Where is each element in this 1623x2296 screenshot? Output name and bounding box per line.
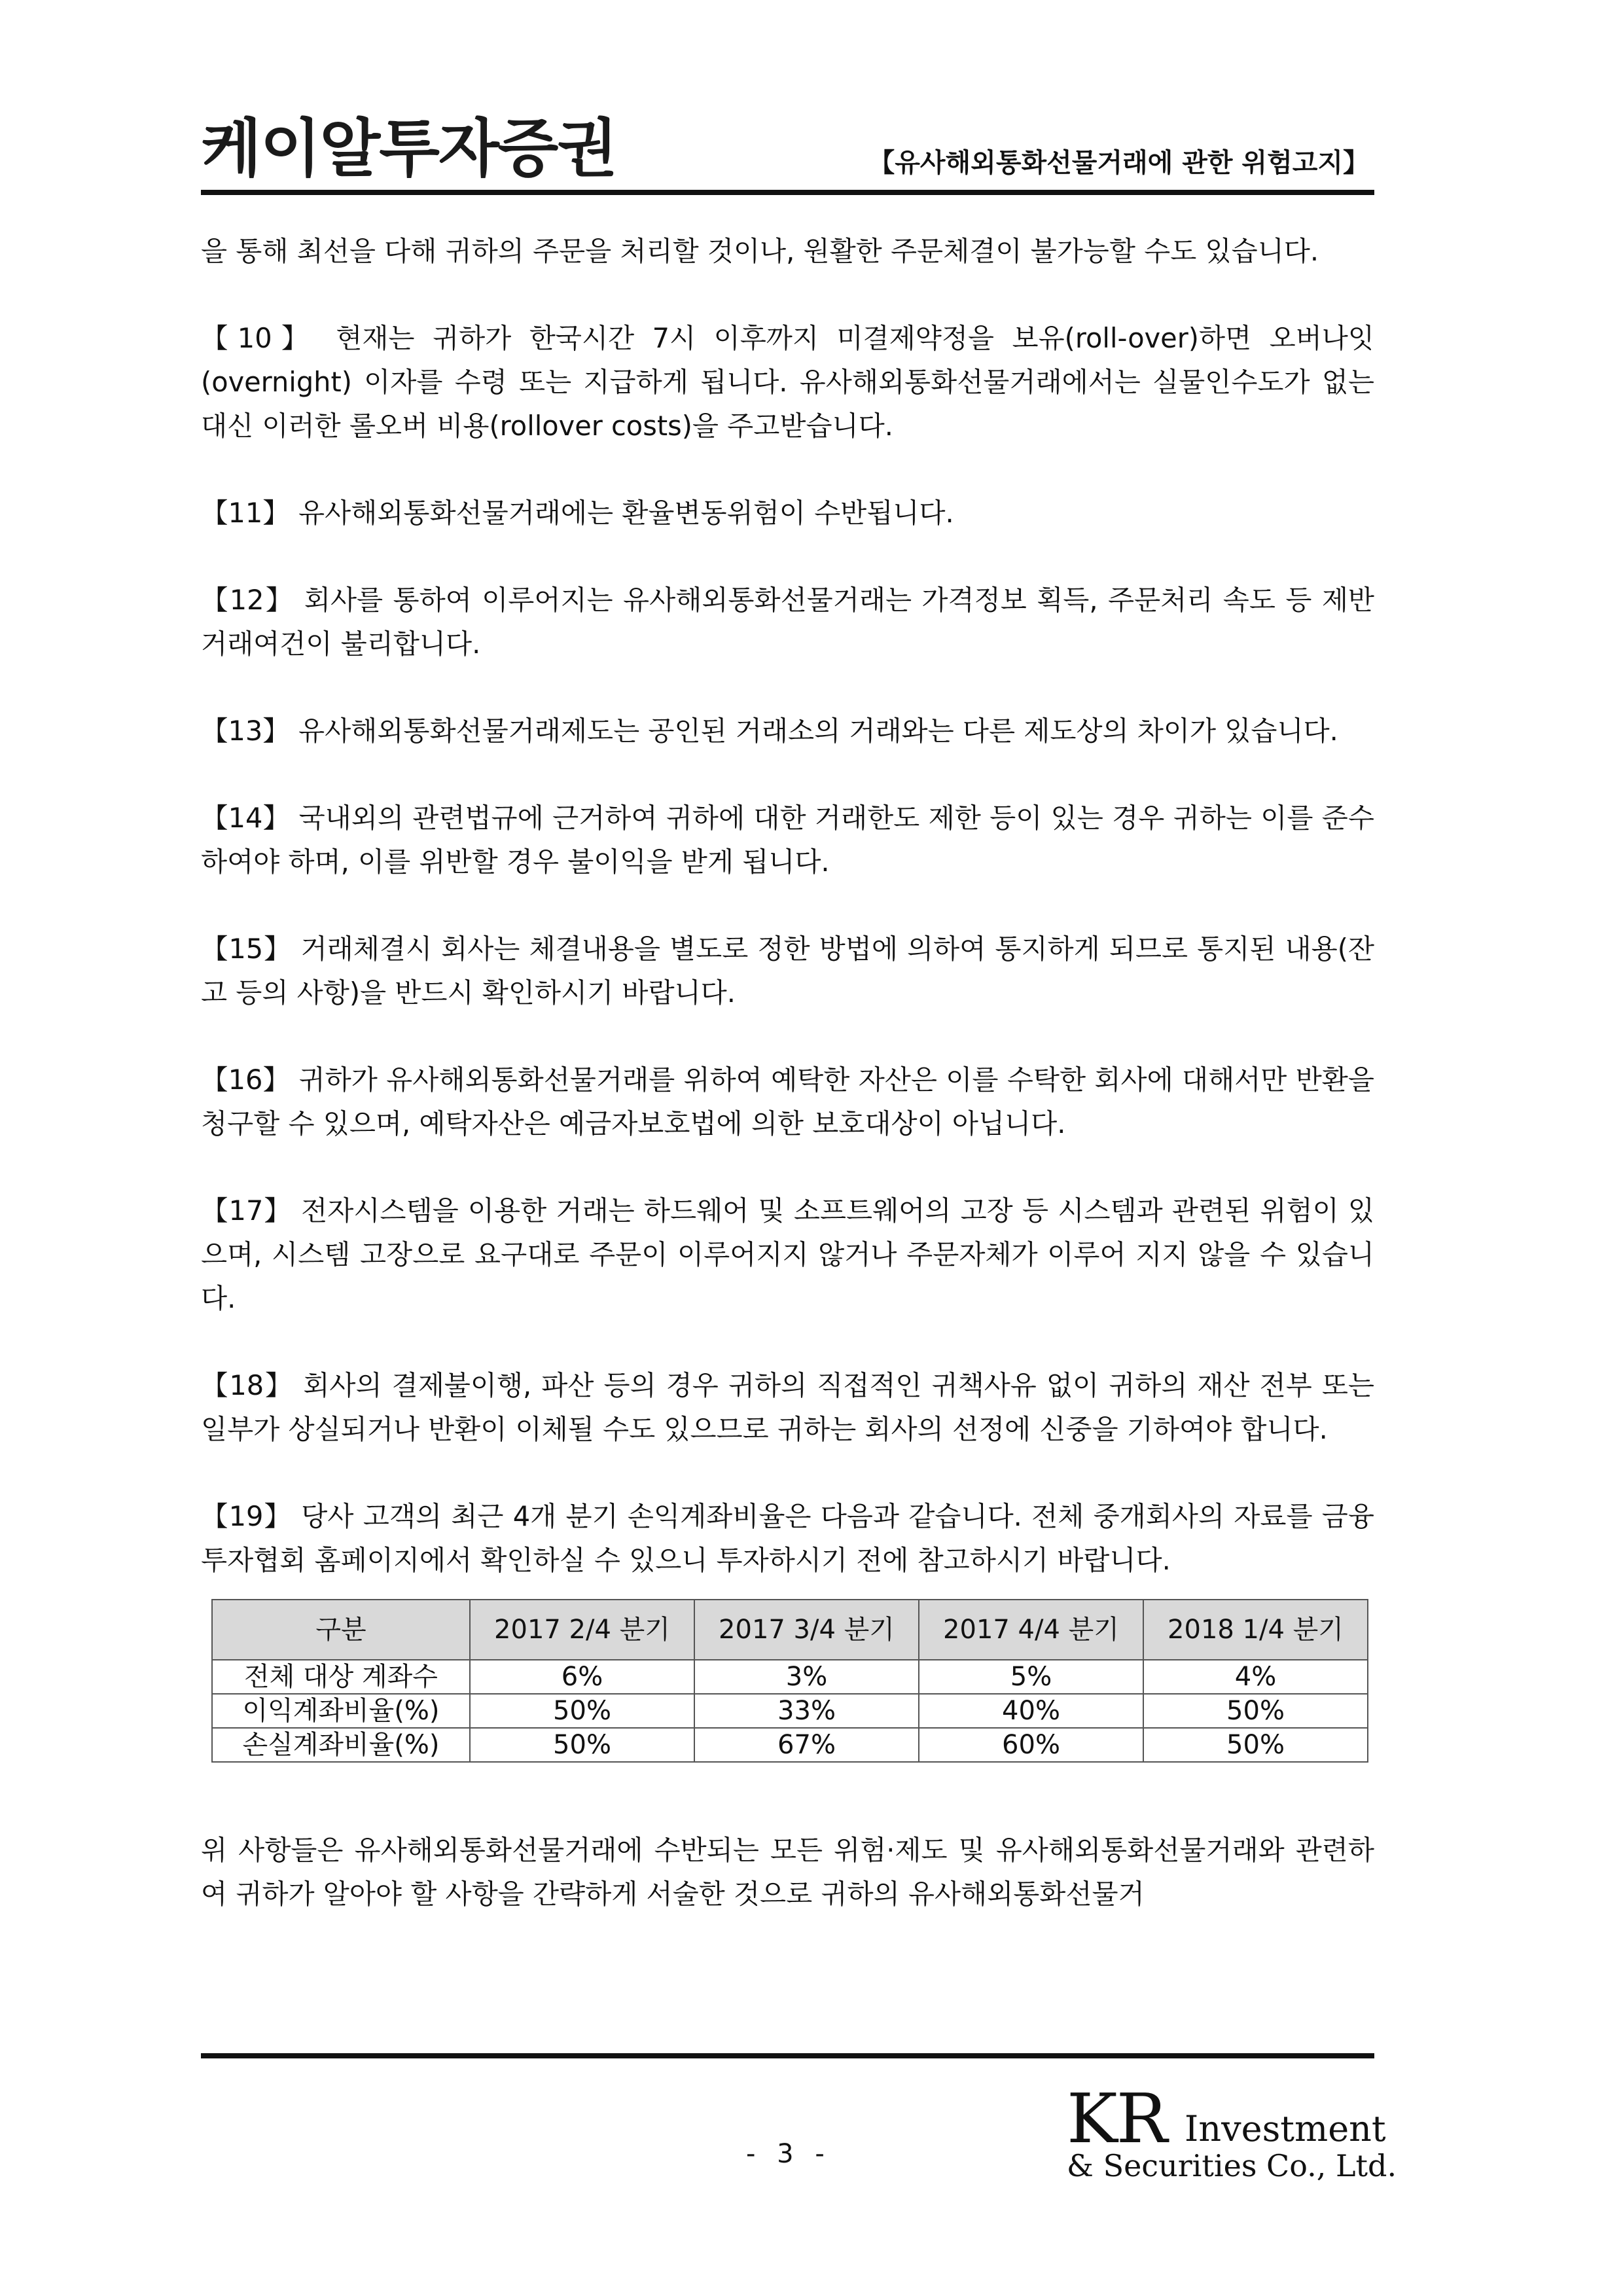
clause-19: 【19】 당사 고객의 최근 4개 분기 손익계좌비율은 다음과 같습니다. 전체 중개회사의 자료를 금융투자협회 홈페이지에서 확인하실 수 있으니 투자하시기 전에 참고하시기 바랍니다.: [201, 1500, 1374, 1576]
table-header-cell: 2017 3/4 분기: [694, 1600, 919, 1660]
clause-17: 【17】 전자시스템을 이용한 거래는 하드웨어 및 소프트웨어의 고장 등 시스템과 관련된 위험이 있으며, 시스템 고장으로 요구대로 주문이 이루어지지 않거나 주문자체가 이루어 지지 않을 수 있습니다.: [201, 1194, 1374, 1314]
clause-10: 【10】 현재는 귀하가 한국시간 7시 이후까지 미결제약정을 보유(roll-over)하면 오버나잇(overnight) 이자를 수령 또는 지급하게 됩니다. 유사해외통화선물거래에서는 실물인수도가 없는 대신 이러한 롤오버 비용(rollover costs)을 주고받습니다.: [201, 322, 1374, 442]
footer-rule: [201, 2053, 1374, 2058]
company-brand: 케이알투자증권: [201, 112, 617, 185]
clause-15: 【15】 거래체결시 회사는 체결내용을 별도로 정한 방법에 의하여 통지하게 되므로 통지된 내용(잔고 등의 사항)을 반드시 확인하시기 바랍니다.: [201, 933, 1374, 1009]
row-label: 전체 대상 계좌수: [212, 1660, 470, 1694]
clause-16: 【16】 귀하가 유사해외통화선물거래를 위하여 예탁한 자산은 이를 수탁한 회사에 대해서만 반환을 청구할 수 있으며, 예탁자산은 예금자보호법에 의한 보호대상이 아닙니다.: [201, 1064, 1374, 1139]
document-body: [201, 229, 1374, 1943]
table-cell: 33%: [694, 1694, 919, 1728]
table-cell: 4%: [1143, 1660, 1368, 1694]
row-label: 이익계좌비율(%): [212, 1694, 470, 1728]
company-logo: [1067, 2079, 1397, 2183]
table-header-cell: 2018 1/4 분기: [1143, 1600, 1368, 1660]
table-cell: 40%: [919, 1694, 1143, 1728]
clause-12: 【12】 회사를 통하여 이루어지는 유사해외통화선물거래는 가격정보 획득, 주문처리 속도 등 제반 거래여건이 불리합니다.: [201, 584, 1374, 660]
page-header: [201, 113, 1374, 191]
table-cell: 50%: [1143, 1694, 1368, 1728]
account-ratio-table: [211, 1599, 1368, 1763]
table-cell: 3%: [694, 1660, 919, 1694]
table-cell: 5%: [919, 1660, 1143, 1694]
table-row: [212, 1660, 1368, 1694]
logo-kr-mark: KR: [1067, 2079, 1166, 2159]
table-row: [212, 1728, 1368, 1762]
logo-text-line1: Investment: [1185, 2108, 1386, 2149]
logo-text-line2: & Securities Co., Ltd.: [1067, 2148, 1397, 2183]
row-label: 손실계좌비율(%): [212, 1728, 470, 1762]
table-cell: 60%: [919, 1728, 1143, 1762]
table-header-cell: 구분: [212, 1600, 470, 1660]
table-cell: 50%: [470, 1728, 694, 1762]
table-row: [212, 1694, 1368, 1728]
table-cell: 67%: [694, 1728, 919, 1762]
table-cell: 6%: [470, 1660, 694, 1694]
closing-paragraph: 위 사항들은 유사해외통화선물거래에 수반되는 모든 위험·제도 및 유사해외통화선물거래와 관련하여 귀하가 알아야 할 사항을 간략하게 서술한 것으로 귀하의 유사해외통화선물거: [201, 1834, 1374, 1910]
page-number: - 3 -: [746, 2139, 831, 2169]
header-rule: [201, 190, 1374, 195]
table-cell: 50%: [1143, 1728, 1368, 1762]
document-title: 【유사해외통화선물거래에 관한 위험고지】: [868, 148, 1369, 178]
paragraph-continued: 을 통해 최선을 다해 귀하의 주문을 처리할 것이나, 원활한 주문체결이 불가능할 수도 있습니다.: [201, 235, 1319, 267]
table-header-row: [212, 1600, 1368, 1660]
table-cell: 50%: [470, 1694, 694, 1728]
table-header-cell: 2017 2/4 분기: [470, 1600, 694, 1660]
clause-14: 【14】 국내외의 관련법규에 근거하여 귀하에 대한 거래한도 제한 등이 있는 경우 귀하는 이를 준수하여야 하며, 이를 위반할 경우 불이익을 받게 됩니다.: [201, 802, 1374, 878]
clause-13: 【13】 유사해외통화선물거래제도는 공인된 거래소의 거래와는 다른 제도상의 차이가 있습니다.: [201, 715, 1338, 747]
table-header-cell: 2017 4/4 분기: [919, 1600, 1143, 1660]
clause-11: 【11】 유사해외통화선물거래에는 환율변동위험이 수반됩니다.: [201, 497, 954, 529]
clause-18: 【18】 회사의 결제불이행, 파산 등의 경우 귀하의 직접적인 귀책사유 없이 귀하의 재산 전부 또는 일부가 상실되거나 반환이 이체될 수도 있으므로 귀하는 회사의 선정에 신중을 기하여야 합니다.: [201, 1369, 1374, 1445]
